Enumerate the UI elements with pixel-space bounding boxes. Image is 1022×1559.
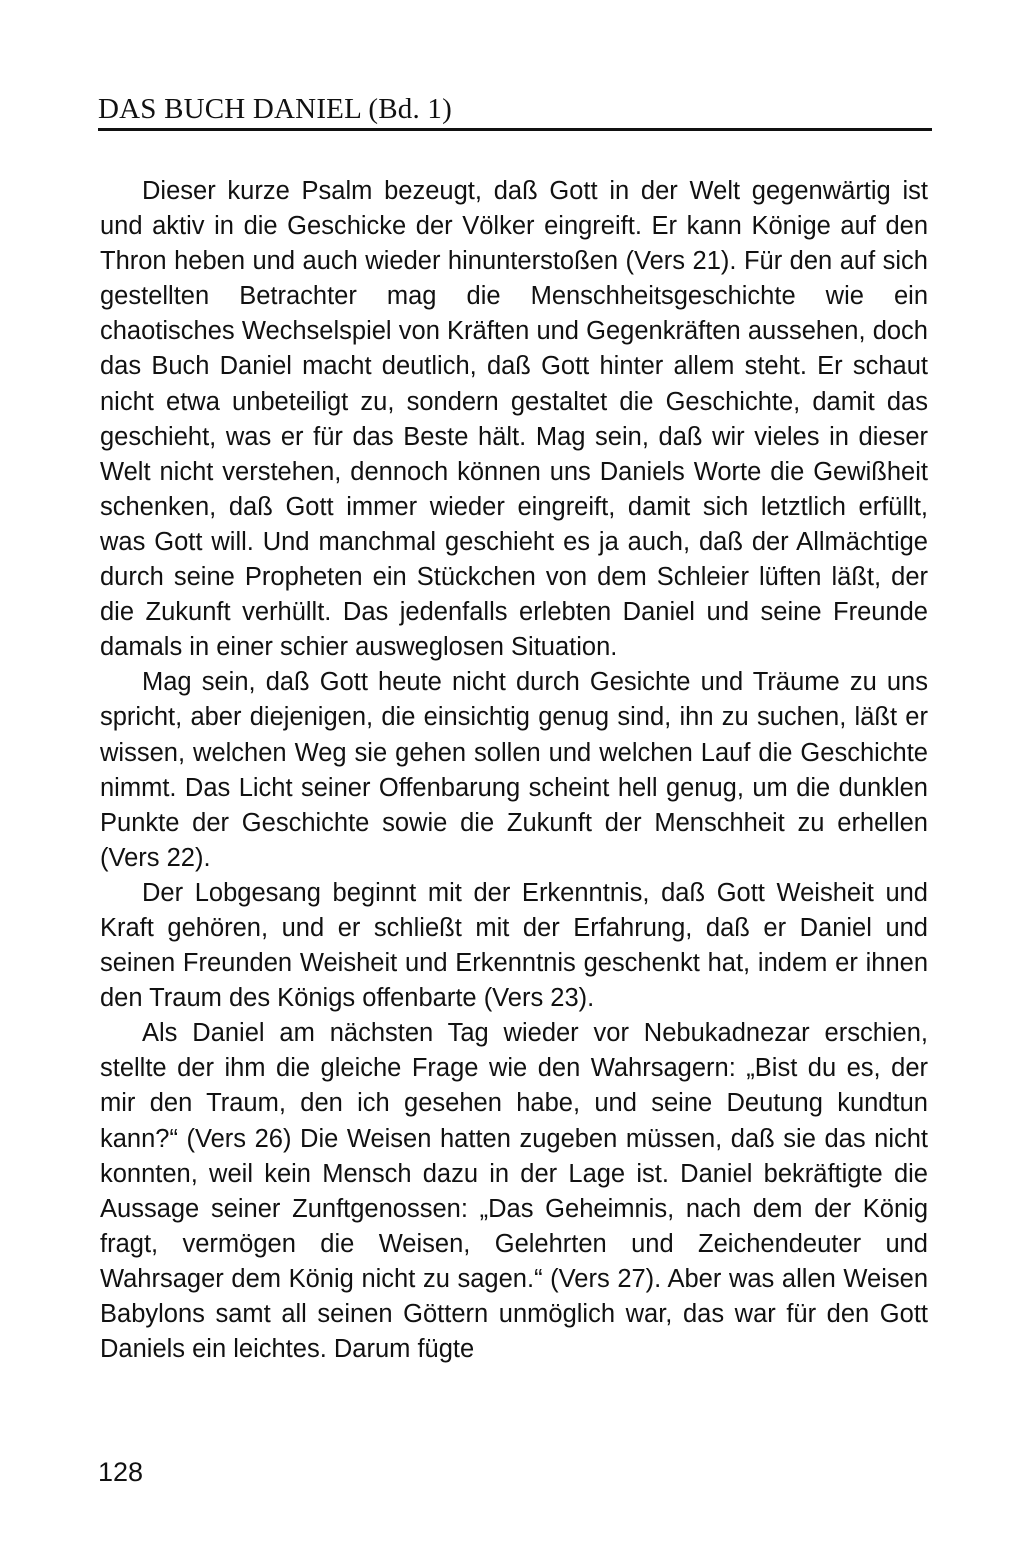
running-head-title: DAS BUCH DANIEL (Bd. 1) — [98, 93, 452, 125]
body-text — [100, 174, 928, 1367]
paragraph: Der Lobgesang beginnt mit der Erkenntnis, daß Gott Weisheit und Kraft gehören, und er schließt mit der Erfahrung, daß er Daniel und seinen Freunden Weisheit und Erkenntnis geschenkt hat, indem er ihnen den Traum des Königs offenbarte (Vers 23). — [100, 878, 928, 1013]
header-rule — [98, 128, 932, 131]
page-number: 128 — [98, 1457, 144, 1487]
paragraph: Mag sein, daß Gott heute nicht durch Gesichte und Träume zu uns spricht, aber diejenigen, die einsichtig genug sind, ihn zu suchen, läßt er wissen, welchen Weg sie gehen sollen und welchen Lauf die Geschichte nimmt. Das Licht seiner Offenbarung scheint hell genug, um die dunklen Punkte der Geschichte sowie die Zukunft der Menschheit zu erhellen (Vers 22). — [100, 668, 928, 872]
paragraph: Dieser kurze Psalm bezeugt, daß Gott in der Welt gegenwärtig ist und aktiv in die Geschicke der Völker eingreift. Er kann Könige auf den Thron heben und auch wieder hinunterstoßen (Vers 21). Für den auf sich gestellten Betrachter mag die Menschheitsgeschichte wie ein chaotisches Wechselspiel von Kräften und Gegenkräften aussehen, doch das Buch Daniel macht deutlich, daß Gott hinter allem steht. Er schaut nicht etwa unbeteiligt zu, sondern gestaltet die Geschichte, damit das geschieht, was er für das Beste hält. Mag sein, daß wir vieles in dieser Welt nicht verstehen, dennoch können uns Daniels Worte die Gewißheit schenken, daß Gott immer wieder eingreift, damit sich letztlich erfüllt, was Gott will. Und manchmal geschieht es ja auch, daß der Allmächtige durch seine Propheten ein Stückchen von dem Schleier lüften läßt, der die Zukunft verhüllt. Das jedenfalls erlebten Daniel und seine Freunde damals in einer schier ausweglosen Situation. — [100, 177, 928, 662]
paragraph: Als Daniel am nächsten Tag wieder vor Nebukadnezar erschien, stellte der ihm die gleiche Frage wie den Wahrsagern: „Bist du es, der mir den Traum, den ich gesehen habe, und seine Deutung kundtun kann?“ (Vers 26) Die Weisen hatten zugeben müssen, daß sie das nicht konnten, weil kein Mensch dazu in der Lage ist. Daniel bekräftigte die Aussage seiner Zunftgenossen: „Das Geheimnis, nach dem der König fragt, vermögen die Weisen, Gelehrten und Zeichendeuter und Wahrsager dem König nicht zu sagen.“ (Vers 27). Aber was allen Weisen Babylons samt all seinen Göttern unmöglich war, das war für den Gott Daniels ein leichtes. Darum fügte — [100, 1019, 928, 1364]
